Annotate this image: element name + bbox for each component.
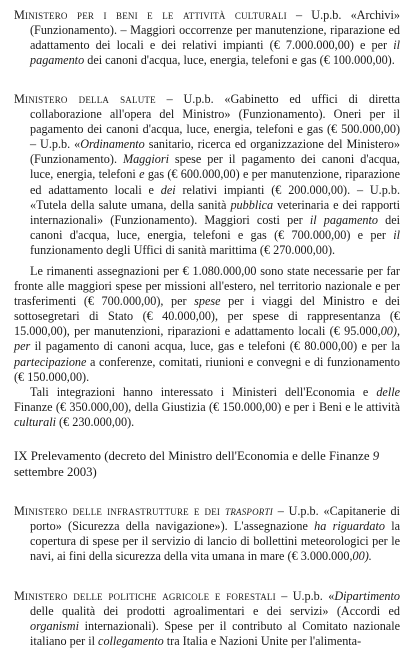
paragraph-salute (14, 92, 400, 258)
paragraph-archivi-text: Ministero per i beni e le attività culturali – U.p.b. «Archivi» (Funzionamento). – Maggiori occorrenze per manutenzione, riparazione ed adattamento dei locali e dei relativi impianti (€ 7.000.000,00) e per il pagamento dei canoni d'acqua, luce, energia, telefoni e gas (€ 100.000,00). (14, 8, 400, 68)
paragraph-rimanenti (14, 264, 400, 430)
paragraph-infrastrutture-text: Ministero delle infrastrutture e dei trasporti – U.p.b. «Capitanerie di porto» (Sicurezza della navigazione»). L'assegnazione ha riguardato la copertura di spese per il servizio di lancio di bollettini meteorologici per le navi, ai fini della sicurezza della vita umana in mare (€ 3.000.000,00). (14, 504, 400, 564)
paragraph-rimanenti-text: Le rimanenti assegnazioni per € 1.080.000,00 sono state necessarie per far fronte alle maggiori spese per missioni all'estero, nel territorio nazionale e per trasferimenti (€ 700.000,00), per spese per i viaggi del Ministro e dei sottosegretari di Stato (€ 40.000,00), per spese di rappresentanza (€ 15.000,00), per manutenzioni, riparazioni e adattamento locali (€ 95.000,00), per il pagamento di canoni acqua, luce, gas e telefoni (€ 80.000,00) e per la partecipazione a conferenze, comitati, riunioni e convegni e di funzionamento (€ 150.000,00). (14, 264, 400, 384)
paragraph-agricole (14, 589, 400, 649)
paragraph-salute-text: Ministero della salute – U.p.b. «Gabinetto ed uffici di diretta collaborazione all'opera del Ministro» (Funzionamento). Oneri per il pagamento dei canoni d'acqua, luce, energia, telefoni e gas (€ 500.000,00) – U.p.b. «Ordinamento sanitario, ricerca ed organizzazione del Ministero» (Funzionamento). Maggiori spese per il pagamento dei canoni d'acqua, luce, energia, telefoni e gas (€ 600.000,00) e per manutenzione, riparazione ed adattamento locali e dei relativi impianti (€ 200.000,00). – U.p.b. «Tutela della salute umana, della sanità pubblica veterinaria e dei rapporti internazionali» (Funzionamento). Maggiori costi per il pagamento dei canoni d'acqua, luce, energia, telefoni e gas (€ 700.000,00) e per il funzionamento degli Uffici di sanità marittima (€ 270.000,00). (14, 92, 401, 257)
paragraph-infrastrutture (14, 504, 400, 564)
ministry-name: Ministero della salute (14, 92, 156, 106)
paragraph-archivi (14, 8, 400, 68)
ministry-name: Ministero delle infrastrutture e dei (14, 504, 226, 518)
ministry-name: Ministero per i beni e le attività culturali (14, 8, 287, 22)
ministry-name: Ministero delle politiche agricole e forestali (14, 589, 276, 603)
paragraph-integrazioni-text: Tali integrazioni hanno interessato i Ministeri dell'Economia e delle Finanze (€ 350.000,00), della Giustizia (€ 150.000,00) e per i Beni e le attività culturali (€ 230.000,00). (14, 384, 400, 429)
section-heading-text: IX Prelevamento (decreto del Ministro dell'Economia e delle Finanze 9 settembre 2003) (14, 449, 380, 479)
paragraph-agricole-text: Ministero delle politiche agricole e forestali – U.p.b. «Dipartimento delle qualità dei prodotti agroalimentari e dei servizi» (Accordi ed organismi internazionali). Spese per il contributo al Comitato nazionale italiano per il collegamento tra Italia e Nazioni Unite per l'alimenta- (14, 589, 400, 649)
section-heading (14, 448, 400, 480)
